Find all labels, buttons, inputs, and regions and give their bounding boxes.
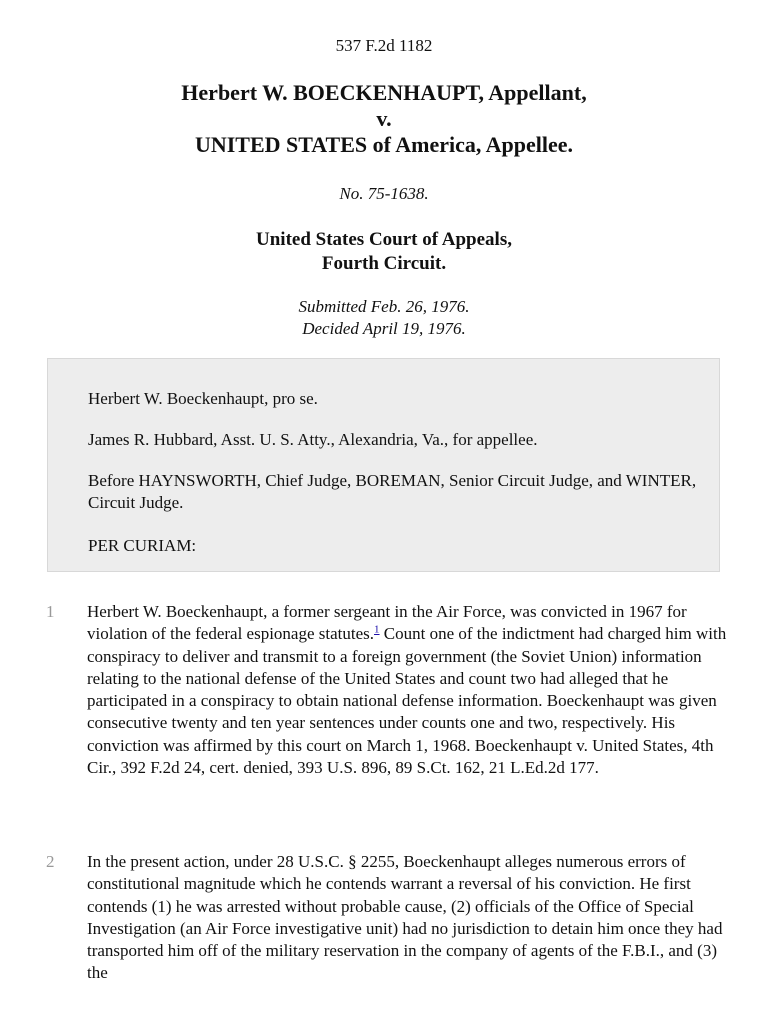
submitted-date: Submitted Feb. 26, 1976. xyxy=(298,297,470,316)
docket-number: No. 75-1638. xyxy=(339,184,429,203)
paragraph-text xyxy=(87,601,727,779)
footnote-link[interactable]: 1 xyxy=(374,623,380,636)
court-line-2: Fourth Circuit. xyxy=(321,253,447,274)
decided-date: Decided April 19, 1976. xyxy=(302,319,466,338)
paragraph-number: 1 xyxy=(46,602,55,621)
appellee-counsel: James R. Hubbard, Asst. U. S. Atty., Alexandria, Va., for appellee. xyxy=(88,430,538,449)
case-citation: 537 F.2d 1182 xyxy=(335,36,433,55)
appellant-counsel: Herbert W. Boeckenhaupt, pro se. xyxy=(88,389,318,408)
versus-line: v. xyxy=(376,106,392,131)
case-dates xyxy=(0,296,768,340)
appellee-line: UNITED STATES of America, Appellee. xyxy=(194,132,574,157)
paragraph-text: In the present action, under 28 U.S.C. § 2255, Boeckenhaupt alleges numerous errors of constitutional magnitude which he contends warrant a reversal of his conviction. He first contends (1) he was arrested without probable cause, (2) officials of the Office of Special Investigation (an Air Force investigative unit) had no jurisdiction to detain him once they had transported him off of the military reservation in the company of agents of the F.B.I., and (3) the xyxy=(87,852,723,983)
court-line-1: United States Court of Appeals, xyxy=(256,229,512,250)
per-curiam-label: PER CURIAM: xyxy=(88,536,197,555)
counsel-info-box xyxy=(47,358,720,572)
paragraph-text-before: Herbert W. Boeckenhaupt, a former sergeant in the Air Force, was convicted in 1967 for violation of the federal espionage statutes. xyxy=(87,602,687,644)
paragraph-number: 2 xyxy=(46,852,55,871)
appellant-line: Herbert W. BOECKENHAUPT, Appellant, xyxy=(181,80,587,105)
paragraph-text-after: Count one of the indictment had charged him with conspiracy to deliver and transmit to a foreign government (the Soviet Union) information relating to the national defense of the United States and count two had alleged that he participated in a conspiracy to obtain national defense information. Boeckenhaupt was given consecutive twenty and ten year sentences under counts one and two, respectively. His conviction was affirmed by this court on March 1, 1968. Boeckenhaupt v. United States, 4th Cir., 392 F.2d 24, cert. denied, 393 U.S. 896, 89 S.Ct. 162, 21 L.Ed.2d 177. xyxy=(87,624,727,778)
case-caption xyxy=(0,80,768,158)
court-name xyxy=(0,228,768,276)
panel-judges: Before HAYNSWORTH, Chief Judge, BOREMAN, Senior Circuit Judge, and WINTER, Circuit Judge. xyxy=(88,471,697,512)
